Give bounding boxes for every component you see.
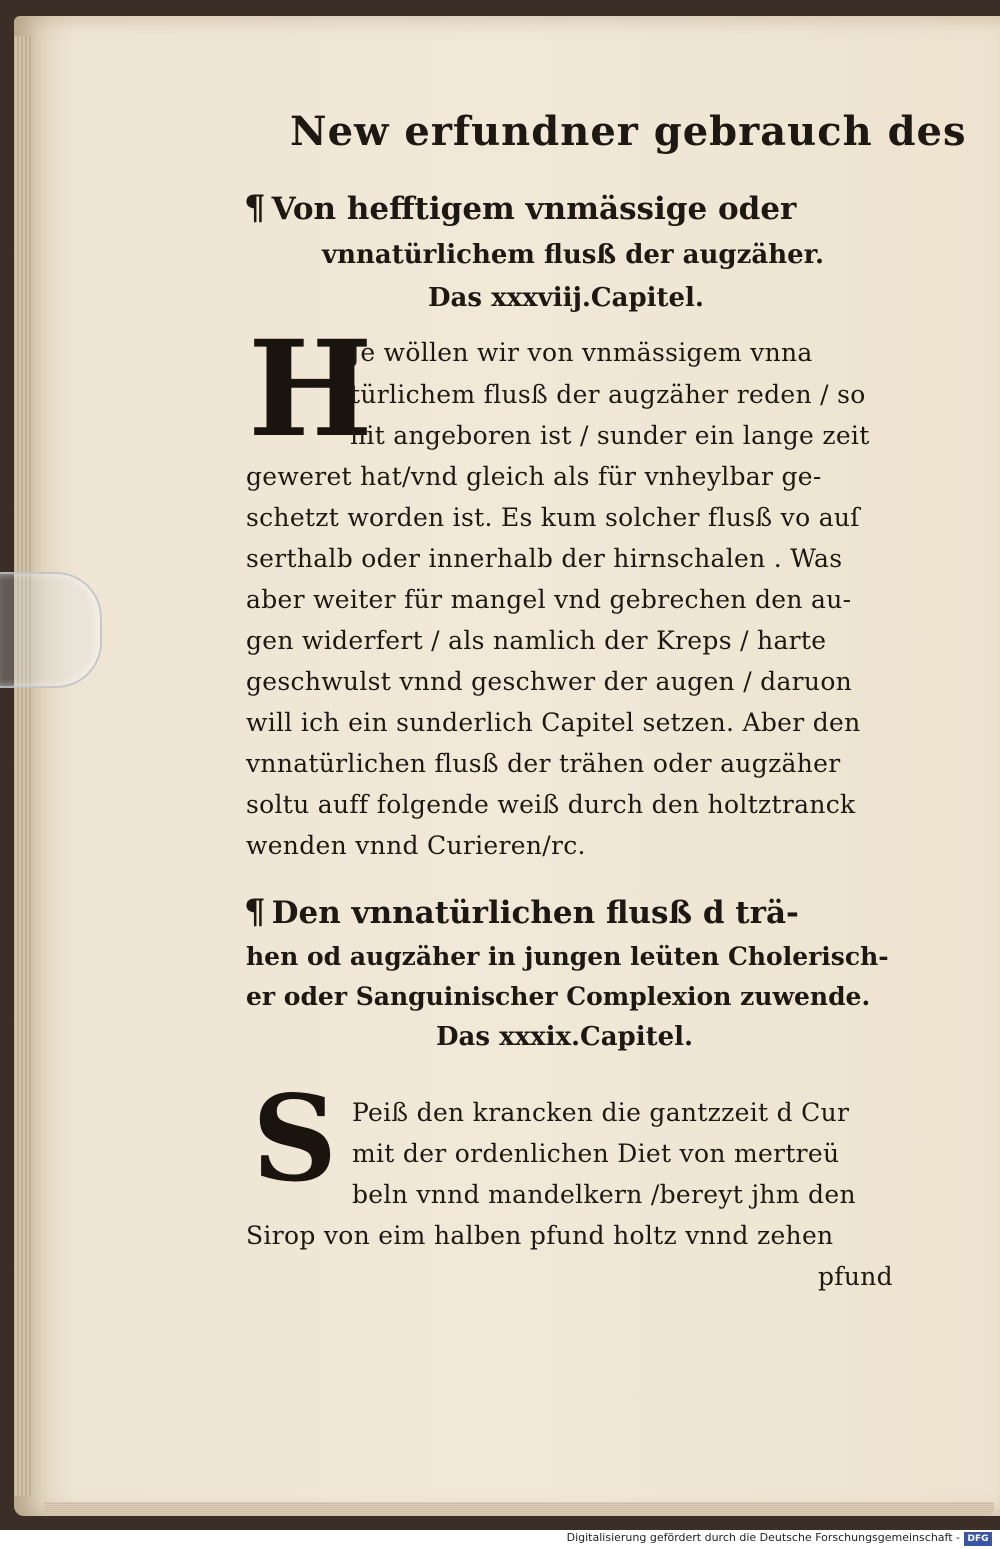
page-clip: [0, 572, 102, 688]
running-header: New erfundner gebrauch des: [290, 108, 967, 155]
body-line: türlichem flusß der augzäher reden / so: [350, 380, 866, 409]
body-line: nit angeboren ist / sunder ein lange zeit: [350, 421, 870, 450]
body-line: soltu auff folgende weiß durch den holtztranck: [246, 790, 856, 819]
page-edges: [14, 36, 32, 1496]
body-line: aber weiter für mangel vnd gebrechen den au-: [246, 585, 852, 614]
body-line: beln vnnd mandelkern /bereyt jhm den: [352, 1180, 856, 1209]
body-line: Sirop von eim halben pfund holtz vnnd zehen: [246, 1221, 834, 1250]
chapter39-heading-line-3: er oder Sanguinischer Complexion zuwende.: [246, 982, 871, 1011]
body-line: gen widerfert / als namlich der Kreps / harte: [246, 626, 827, 655]
body-line: wenden vnnd Curieren/rc.: [246, 831, 586, 860]
chapter39-heading-line-2: hen od augzäher in jungen leüten Cholerisch-: [246, 942, 889, 971]
body-line: schetzt worden ist. Es kum solcher flusß vo auſ: [246, 503, 860, 532]
body-line: Je wöllen wir von vnmässigem vnna: [350, 338, 813, 367]
chapter38-heading-line-1: ¶ Von hefftigem vnmässige oder: [244, 188, 797, 228]
dfg-logo-icon: DFG: [964, 1532, 992, 1546]
catchword: pfund: [818, 1262, 893, 1291]
digitization-credit: Digitalisierung gefördert durch die Deutsche Forschungsgemeinschaft -: [566, 1531, 960, 1544]
chapter38-heading-line-2: vnnatürlichem flusß der augzäher.: [322, 240, 825, 270]
pilcrow-icon: ¶: [244, 892, 266, 932]
bottom-page-edges: [44, 1502, 994, 1516]
body-line: serthalb oder innerhalb der hirnschalen . Was: [246, 544, 843, 573]
chapter39-number: Das xxxix.Capitel.: [436, 1022, 694, 1052]
body-line: will ich ein sunderlich Capitel setzen. Aber den: [246, 708, 861, 737]
chapter38-number: Das xxxviij.Capitel.: [428, 283, 704, 313]
body-line: Peiß den krancken die gantzzeit d Cur: [352, 1098, 850, 1127]
chapter39-heading-line-1: ¶ Den vnnatürlichen flusß d trä-: [244, 892, 799, 932]
pilcrow-icon: ¶: [244, 188, 266, 228]
decorated-initial-h: H: [248, 312, 373, 467]
decorated-initial-s: S: [252, 1069, 338, 1208]
body-line: geschwulst vnnd geschwer der augen / daruon: [246, 667, 853, 696]
body-line: vnnatürlichen flusß der trähen oder augzäher: [246, 749, 841, 778]
body-line: geweret hat/vnd gleich als für vnheylbar ge-: [246, 462, 822, 491]
body-line: mit der ordenlichen Diet von mertreü: [352, 1139, 840, 1168]
